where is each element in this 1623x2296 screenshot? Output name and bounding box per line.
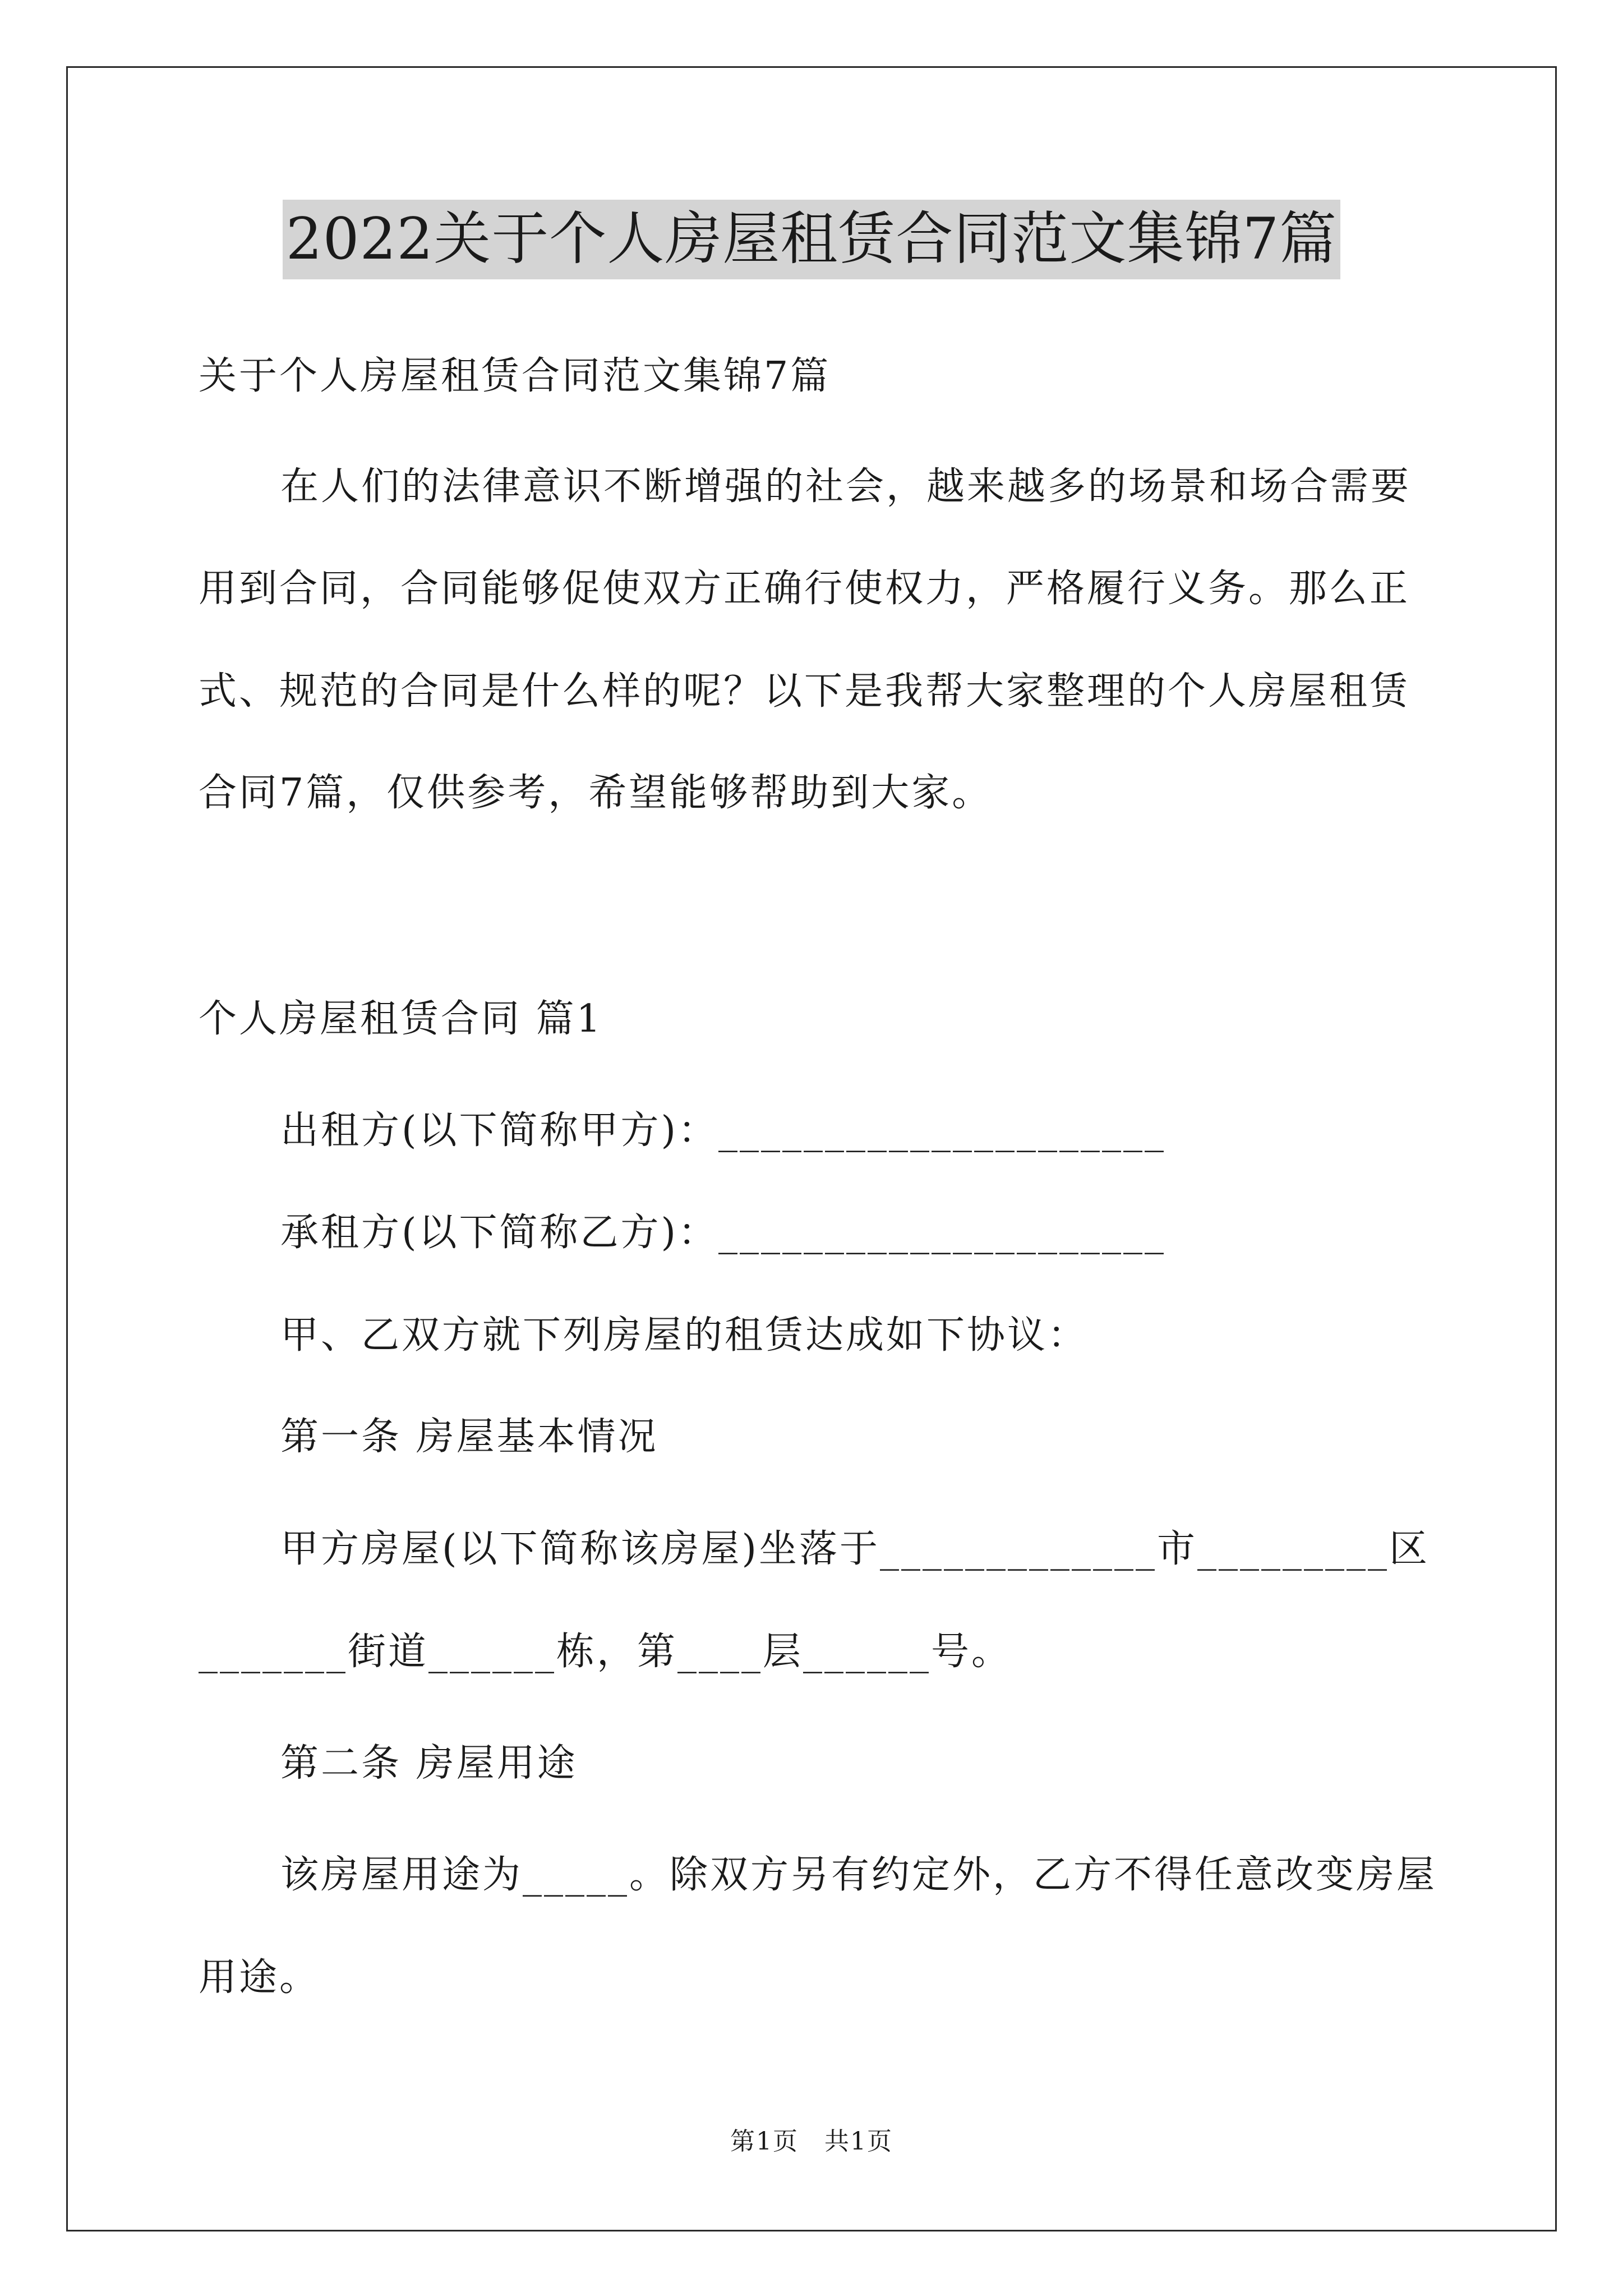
- paragraph-line: 用途。: [199, 1955, 320, 2000]
- paragraph-line: 合同7篇，仅供参考，希望能够帮助到大家。: [199, 771, 993, 815]
- subtitle-line: 关于个人房屋租赁合同范文集锦7篇: [199, 354, 831, 398]
- article-heading: 第二条 房屋用途: [280, 1741, 578, 1786]
- page-number-footer: 第1页 共1页: [730, 2127, 893, 2156]
- paragraph-line: 甲方房屋(以下简称该房屋)坐落于_____________市_________区: [280, 1527, 1430, 1571]
- article-heading: 第一条 房屋基本情况: [280, 1415, 658, 1459]
- paragraph-line: 承租方(以下简称乙方)：_____________________: [280, 1211, 1166, 1255]
- section-heading: 个人房屋租赁合同 篇1: [199, 997, 603, 1041]
- document-title-block: [0, 200, 1623, 279]
- paragraph-line: 用到合同，合同能够促使双方正确行使权力，严格履行义务。那么正: [199, 567, 1410, 611]
- document-title: 2022关于个人房屋租赁合同范文集锦7篇: [283, 200, 1340, 279]
- paragraph-line: 在人们的法律意识不断增强的社会，越来越多的场景和场合需要: [280, 464, 1412, 509]
- paragraph-line: 式、规范的合同是什么样的呢？以下是我帮大家整理的个人房屋租赁: [199, 669, 1410, 714]
- paragraph-line: 甲、乙双方就下列房屋的租赁达成如下协议：: [280, 1313, 1089, 1358]
- paragraph-line: _______街道______栋，第____层______号。: [199, 1630, 1012, 1674]
- paragraph-line: 出租方(以下简称甲方)：_____________________: [280, 1108, 1166, 1153]
- paragraph-line: 该房屋用途为_____。除双方另有约定外，乙方不得任意改变房屋: [280, 1853, 1437, 1897]
